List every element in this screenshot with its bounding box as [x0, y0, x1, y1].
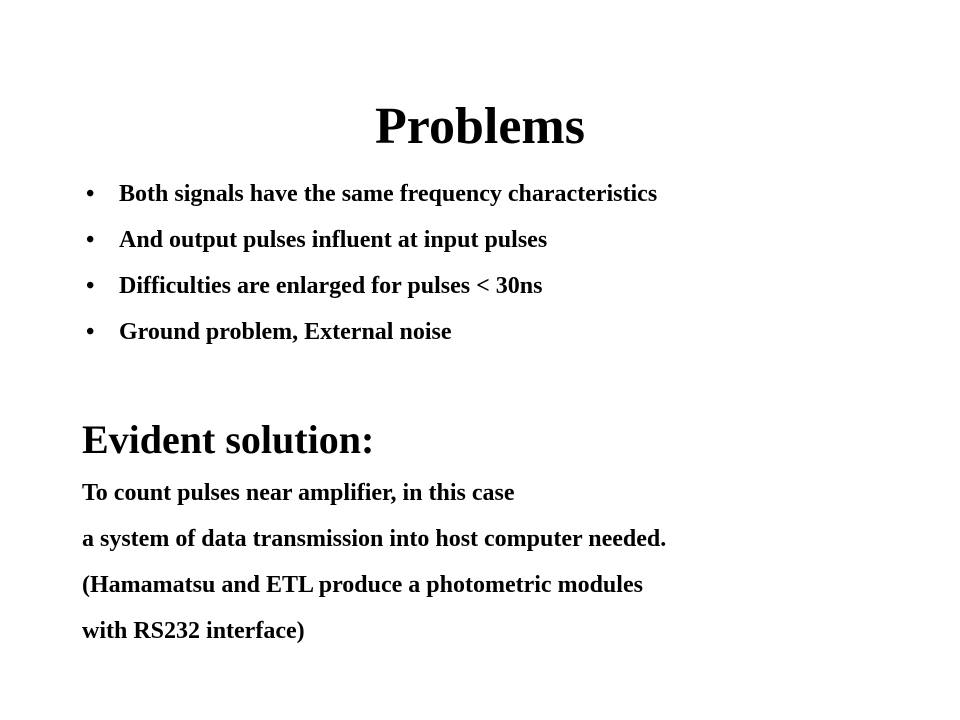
bullet-icon: •: [86, 181, 95, 207]
bullet-item: [86, 314, 657, 360]
slide-title: Problems: [375, 98, 585, 155]
body-line: (Hamamatsu and ETL produce a photometric modules: [82, 572, 643, 598]
body-line: a system of data transmission into host computer needed.: [82, 526, 667, 552]
bullet-item: [86, 268, 657, 314]
body-text: [82, 475, 666, 659]
bullet-icon: •: [86, 319, 95, 345]
bullet-text: And output pulses influent at input pulses: [119, 227, 548, 253]
bullet-icon: •: [86, 227, 95, 253]
bullet-text: Both signals have the same frequency characteristics: [119, 181, 658, 207]
bullet-text: Ground problem, External noise: [119, 319, 452, 345]
bullet-list: [86, 176, 657, 360]
section-heading: Evident solution:: [82, 417, 375, 462]
body-line: with RS232 interface): [82, 618, 305, 644]
bullet-text: Difficulties are enlarged for pulses < 30ns: [119, 273, 543, 299]
bullet-item: [86, 176, 657, 222]
body-line: To count pulses near amplifier, in this case: [82, 480, 515, 506]
bullet-icon: •: [86, 273, 95, 299]
bullet-item: [86, 222, 657, 268]
